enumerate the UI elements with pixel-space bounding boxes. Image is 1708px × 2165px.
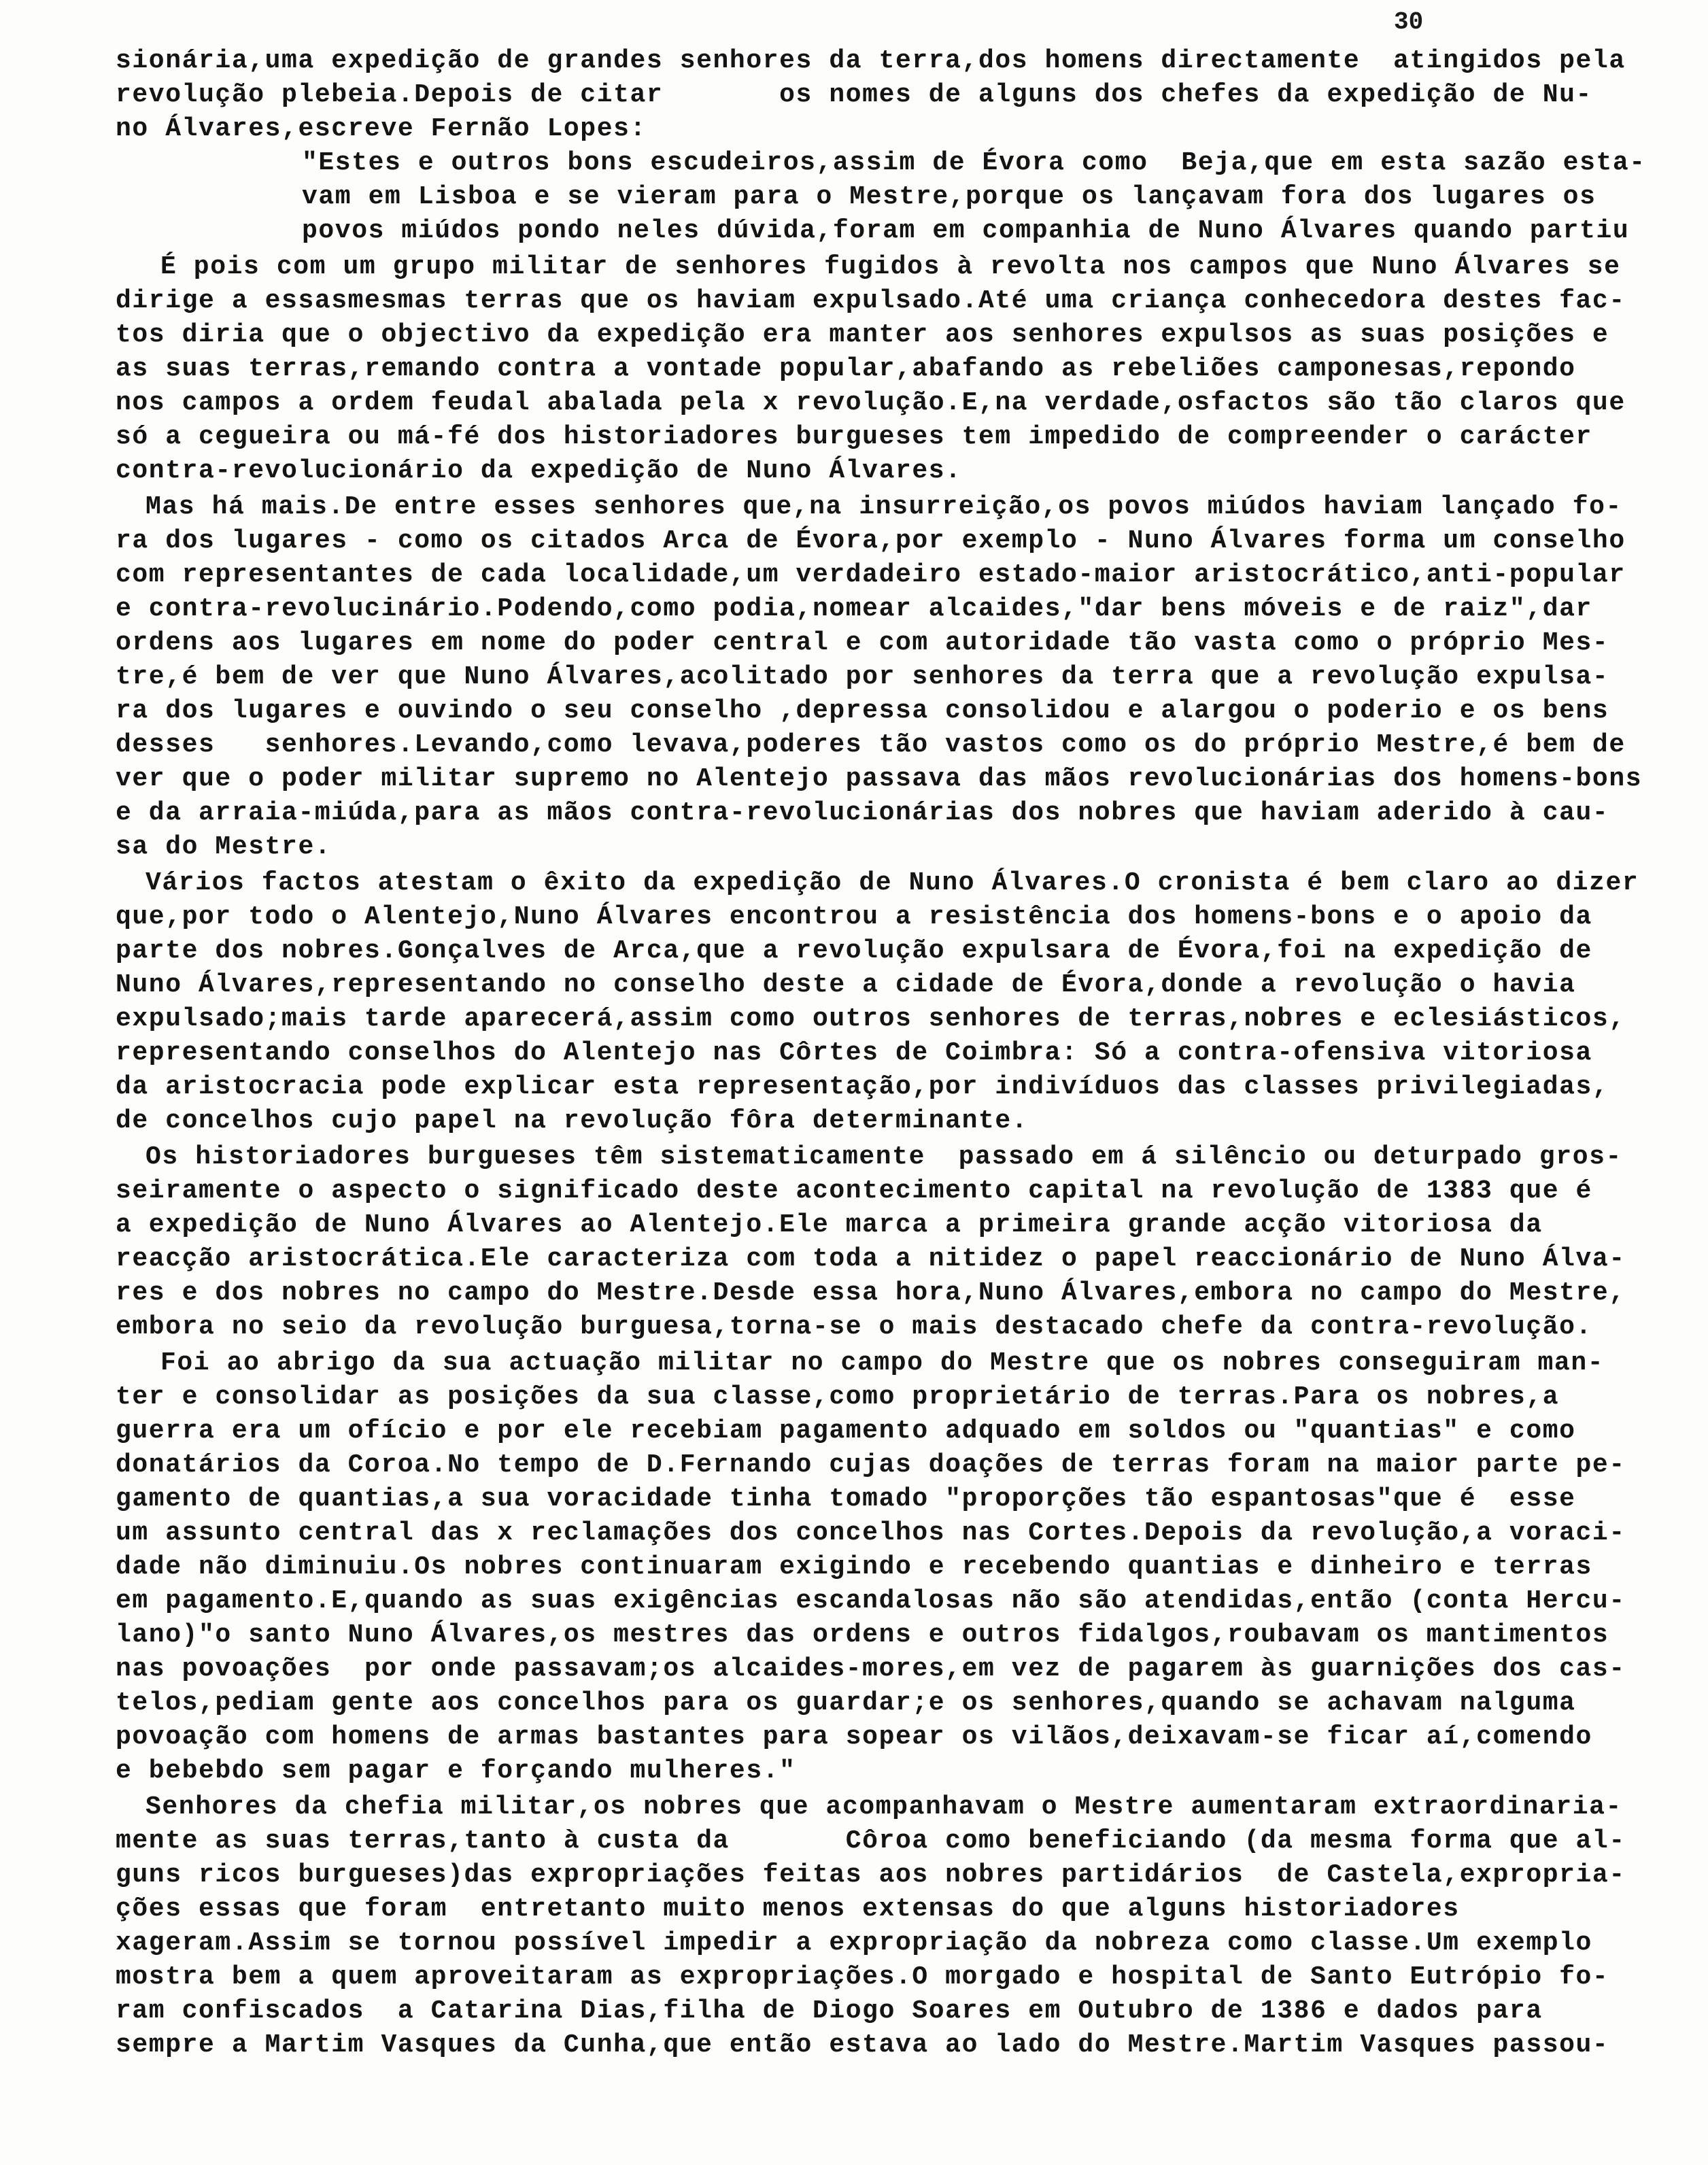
text-line: res e dos nobres no campo do Mestre.Desde essa hora,Nuno Álvares,embora no campo do Mestre, xyxy=(116,1278,1626,1308)
text-line: sa do Mestre. xyxy=(116,832,332,862)
paragraph xyxy=(116,44,1679,146)
text-line: só a cegueira ou má-fé dos historiadores burgueses tem impedido de compreender o carácter xyxy=(116,422,1592,451)
text-line: embora no seio da revolução burguesa,torna-se o mais destacado chefe da contra-revolução. xyxy=(116,1312,1592,1342)
text-line: gamento de quantias,a sua voracidade tinha tomado "proporções tão espantosas"que é esse xyxy=(116,1484,1576,1514)
text-line: É pois com um grupo militar de senhores fugidos à revolta nos campos que Nuno Álvares se xyxy=(160,252,1621,282)
text-line: com representantes de cada localidade,um verdadeiro estado-maior aristocrático,anti-popular xyxy=(116,560,1626,590)
text-line: reacção aristocrática.Ele caracteriza com toda a nitidez o papel reaccionário de Nuno Álva- xyxy=(116,1244,1626,1274)
text-line: Nuno Álvares,representando no conselho deste a cidade de Évora,donde a revolução o havia xyxy=(116,970,1576,1000)
text-line: desses senhores.Levando,como levava,poderes tão vastos como os do próprio Mestre,é bem de xyxy=(116,730,1626,760)
text-line: guns ricos burgueses)das expropriações feitas aos nobres partidários de Castela,expropria- xyxy=(116,1860,1626,1890)
text-line: revolução plebeia.Depois de citar os nomes de alguns dos chefes da expedição de Nu- xyxy=(116,80,1592,109)
text-line: dade não diminuiu.Os nobres continuaram exigindo e recebendo quantias e dinheiro e terras xyxy=(116,1552,1592,1582)
text-line: seiramente o aspecto o significado deste acontecimento capital na revolução de 1383 que é xyxy=(116,1176,1592,1206)
text-line: Senhores da chefia militar,os nobres que acompanhavam o Mestre aumentaram extraordinaria- xyxy=(146,1792,1622,1822)
text-line: Foi ao abrigo da sua actuação militar no campo do Mestre que os nobres conseguiram man- xyxy=(160,1348,1605,1378)
text-line: as suas terras,remando contra a vontade popular,abafando as rebeliões camponesas,repondo xyxy=(116,354,1576,383)
text-line: da aristocracia pode explicar esta representação,por indivíduos das classes privilegiadas, xyxy=(116,1072,1609,1102)
text-line: ra dos lugares e ouvindo o seu conselho ,depressa consolidou e alargou o poderio e os bens xyxy=(116,696,1609,726)
text-line: "Estes e outros bons escudeiros,assim de Évora como Beja,que em esta sazão esta- xyxy=(302,148,1646,177)
text-line: a expedição de Nuno Álvares ao Alentejo.Ele marca a primeira grande acção vitoriosa da xyxy=(116,1210,1543,1240)
block-quote xyxy=(116,146,1679,248)
text-line: dirige a essasmesmas terras que os haviam expulsado.Até uma criança conhecedora destes fac- xyxy=(116,286,1626,316)
paragraph xyxy=(116,1790,1679,2062)
text-line: sempre a Martim Vasques da Cunha,que então estava ao lado do Mestre.Martim Vasques passou- xyxy=(116,2030,1609,2060)
text-line: ter e consolidar as posições da sua classe,como proprietário de terras.Para os nobres,a xyxy=(116,1382,1560,1412)
text-line: sionária,uma expedição de grandes senhores da terra,dos homens directamente atingidos pela xyxy=(116,46,1626,75)
text-line: Vários factos atestam o êxito da expedição de Nuno Álvares.O cronista é bem claro ao dizer xyxy=(146,868,1639,898)
text-line: ordens aos lugares em nome do poder central e com autoridade tão vasta como o próprio Mes- xyxy=(116,628,1609,658)
text-line: de concelhos cujo papel na revolução fôra determinante. xyxy=(116,1106,1029,1136)
text-line: contra-revolucionário da expedição de Nuno Álvares. xyxy=(116,456,962,485)
text-line: ções essas que foram entretanto muito menos extensas do que alguns historiadores xyxy=(116,1894,1460,1924)
text-line: povoação com homens de armas bastantes para sopear os vilãos,deixavam-se ficar aí,comendo xyxy=(116,1722,1592,1752)
text-line: ra dos lugares - como os citados Arca de Évora,por exemplo - Nuno Álvares forma um conselho xyxy=(116,526,1626,556)
text-line: tre,é bem de ver que Nuno Álvares,acolitado por senhores da terra que a revolução expulsa- xyxy=(116,662,1609,692)
page-number: 30 xyxy=(1394,8,1424,36)
text-line: lano)"o santo Nuno Álvares,os mestres das ordens e outros fidalgos,roubavam os mantimentos xyxy=(116,1620,1609,1650)
text-line: Mas há mais.De entre esses senhores que,na insurreição,os povos miúdos haviam lançado fo- xyxy=(146,492,1622,522)
text-line: um assunto central das x reclamações dos concelhos nas Cortes.Depois da revolução,a voraci- xyxy=(116,1518,1626,1548)
text-line: e contra-revolucinário.Podendo,como podia,nomear alcaides,"dar bens móveis e de raiz",dar xyxy=(116,594,1592,624)
text-line: representando conselhos do Alentejo nas Côrtes de Coimbra: Só a contra-ofensiva vitoriosa xyxy=(116,1038,1592,1068)
text-line: ram confiscados a Catarina Dias,filha de Diogo Soares em Outubro de 1386 e dados para xyxy=(116,1996,1543,2026)
text-line: parte dos nobres.Gonçalves de Arca,que a revolução expulsara de Évora,foi na expedição de xyxy=(116,936,1592,966)
text-line: nas povoações por onde passavam;os alcaides-mores,em vez de pagarem às guarnições dos cas- xyxy=(116,1654,1626,1684)
text-line: mente as suas terras,tanto à custa da Côroa como beneficiando (da mesma forma que al- xyxy=(116,1826,1626,1856)
body-text xyxy=(116,44,1679,2062)
text-line: ver que o poder militar supremo no Alentejo passava das mãos revolucionárias dos homens-bons xyxy=(116,764,1643,794)
text-line: vam em Lisboa e se vieram para o Mestre,porque os lançavam fora dos lugares os xyxy=(302,182,1596,211)
text-line: expulsado;mais tarde aparecerá,assim como outros senhores de terras,nobres e eclesiásticos, xyxy=(116,1004,1626,1034)
text-line: nos campos a ordem feudal abalada pela x revolução.E,na verdade,osfactos são tão claros que xyxy=(116,388,1626,417)
text-line: que,por todo o Alentejo,Nuno Álvares encontrou a resistência dos homens-bons e o apoio da xyxy=(116,902,1592,932)
text-line: em pagamento.E,quando as suas exigências escandalosas não são atendidas,então (conta Hercu- xyxy=(116,1586,1626,1616)
paragraph xyxy=(116,1140,1679,1344)
paragraph xyxy=(116,866,1679,1138)
text-line: donatários da Coroa.No tempo de D.Fernando cujas doações de terras foram na maior parte pe- xyxy=(116,1450,1626,1480)
text-line: telos,pediam gente aos concelhos para os guardar;e os senhores,quando se achavam nalguma xyxy=(116,1688,1576,1718)
text-line: e da arraia-miúda,para as mãos contra-revolucionárias dos nobres que haviam aderido à cau- xyxy=(116,798,1609,828)
text-line: Os historiadores burgueses têm sistematicamente passado em á silêncio ou deturpado gros- xyxy=(146,1142,1622,1172)
paragraph xyxy=(116,490,1679,864)
text-line: povos miúdos pondo neles dúvida,foram em companhia de Nuno Álvares quando partiu xyxy=(302,216,1630,245)
text-line: tos diria que o objectivo da expedição era manter aos senhores expulsos as suas posições e xyxy=(116,320,1609,350)
text-line: no Álvares,escreve Fernão Lopes: xyxy=(116,114,647,143)
text-line: xageram.Assim se tornou possível impedir a expropriação da nobreza como classe.Um exemplo xyxy=(116,1928,1592,1958)
text-line: e bebebdo sem pagar e forçando mulheres." xyxy=(116,1756,796,1786)
text-line: guerra era um ofício e por ele recebiam pagamento adquado em soldos ou "quantias" e como xyxy=(116,1416,1576,1446)
text-line: mostra bem a quem aproveitaram as expropriações.O morgado e hospital de Santo Eutrópio fo- xyxy=(116,1962,1609,1992)
paragraph xyxy=(116,1346,1679,1788)
paragraph xyxy=(116,250,1679,488)
